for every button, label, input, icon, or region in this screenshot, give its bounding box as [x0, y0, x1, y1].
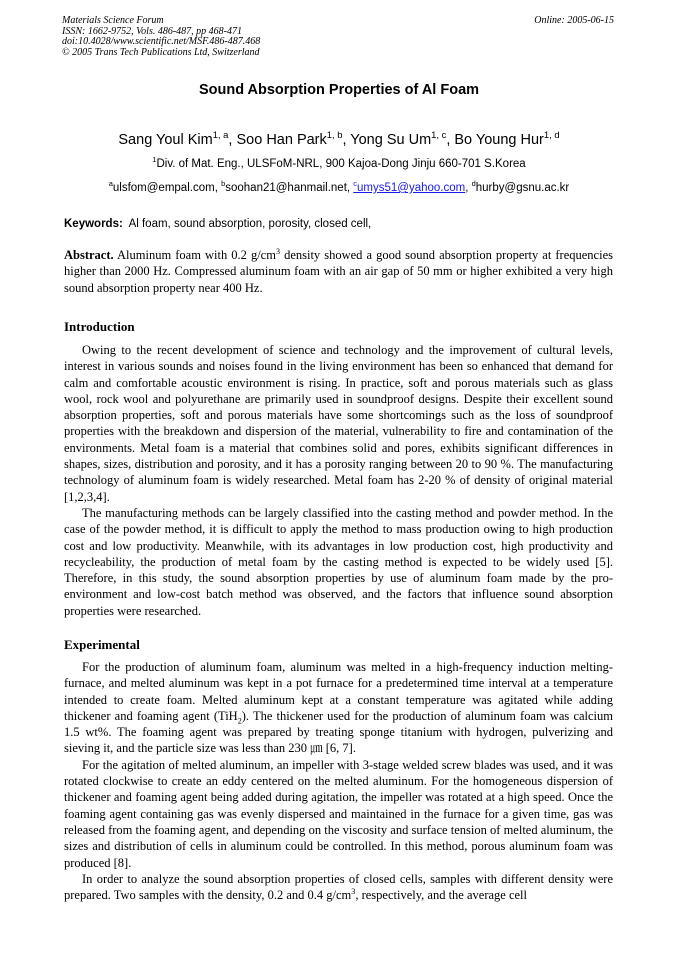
- email-d: hurby@gsnu.ac.kr: [475, 182, 570, 194]
- experimental-text: For the production of aluminum foam, aluminum was melted in a high-frequency induction melting-furnace, and melted aluminum was kept in a pot furnace for a predetermined time interval at a temperature intended to create foam. Melted aluminum kept at a constant temperature was agitated while adding thickener and foaming agent (TiH: [64, 660, 613, 723]
- email-sup: d: [471, 179, 476, 189]
- email-a: ulsfom@empal.com: [112, 182, 215, 194]
- abstract-label: Abstract.: [64, 248, 114, 262]
- author-name: Soo Han Park: [236, 132, 327, 148]
- email-sup: c: [353, 179, 358, 189]
- email-c-link[interactable]: [353, 179, 466, 194]
- online-date: Online: 2005-06-15: [534, 15, 614, 26]
- author-list: Sang Youl Kim$^{1, a}$, Soo Han Park$^{1, b}$, Yong Su Um$^{1, c}$, Bo Young Hur$^{1, d}$: [118, 129, 560, 148]
- experimental-paragraph-1: [64, 659, 613, 757]
- experimental-text-cont: ). The thickener used for the production of aluminum foam was calcium 1.5 wt%. The foaming agent was prepared by treating sponge titanium with hydrogen, pulverizing and sieving it, and the particle size was less than 230 ㎛ [6, 7].: [64, 708, 614, 756]
- experimental-sup: 3: [351, 887, 356, 896]
- doi-line: doi:10.4028/www.scientific.net/MSF.486-487.468: [62, 36, 261, 47]
- experimental-text: In order to analyze the sound absorption properties of closed cells, samples with different density were prepared. Two samples with the density, 0.2 and 0.4 g/cm: [64, 871, 613, 903]
- journal-name: Materials Science Forum: [62, 15, 164, 26]
- author-sup: 1, a: [212, 129, 229, 141]
- copyright-line: © 2005 Trans Tech Publications Ltd, Switzerland: [62, 46, 260, 58]
- experimental-heading: Experimental: [64, 637, 140, 652]
- experimental-paragraph-2: For the agitation of melted aluminum, an impeller with 3-stage welded screw blades was used, and it was rotated clockwise to create an eddy centered on the melted aluminum. For the homogeneous dispersion of thickener and foaming agent being added during agitation, the impeller was rotated at a high speed. Once the foaming agent containing gas was evenly dispersed and maintained in the furnace for a given time, gas was released from the foaming agent, and depending on the viscosity and surface tension of melted aluminum, the sizes and distribution of cells in aluminum could be controlled. In this method, porous aluminum foam was produced [8].: [64, 757, 613, 870]
- experimental-text-cont: , respectively, and the average cell: [355, 888, 527, 903]
- author-sup: 1, b: [326, 129, 343, 141]
- introduction-body: [64, 342, 613, 619]
- introduction-paragraph-1: Owing to the recent development of science and technology and the improvement of cultural levels, interest in various sounds and noises found in the living environment has been so enhanced that demand for calm and comfortable acoustic environment is rising. In practice, soft and porous materials such as glass wool, rock wool and polyurethane are primarily used in soundproof designs. Despite their excellent sound absorption properties, soft and porous materials have some shortcomings such as the loss of soundproof properties with the breakdown and dispersion of the material, vulnerability to fire and contamination of the environments. Metal foam is a material that combines solid and pores, exhibits significant differences in shapes, sizes, distribution and porosity, and it has a porosity ranging between 20 to 90 %. The manufacturing technology of aluminum foam is widely researched. Metal foam has 2-20 % of density of original material [1,2,3,4].: [64, 343, 613, 504]
- author-sup: 1, d: [543, 129, 560, 141]
- abstract-text-cont: density showed a good sound absorption property at frequencies higher than 2000 Hz. Compressed aluminum foam with an air gap of 50 mm or higher exhibited a very high sound absorption property near 400 Hz.: [64, 248, 613, 295]
- email-list: $^a$ulsfom@empal.com, $^b$soohan21@hanmail.net, $^c$umys51@yahoo.com, $^d$hurby@gsnu.ac.kr: [108, 179, 570, 194]
- keywords-label: Keywords:: [64, 218, 123, 230]
- introduction-heading: Introduction: [64, 319, 135, 334]
- author-name: Bo Young Hur: [454, 132, 544, 148]
- email-sup: b: [221, 179, 226, 189]
- abstract-text: Aluminum foam with 0.2 g/cm: [117, 248, 276, 262]
- author-sup: 1, c: [431, 129, 447, 141]
- journal-header: [62, 16, 260, 58]
- author-name: Sang Youl Kim: [118, 132, 213, 148]
- keywords-text: Al foam, sound absorption, porosity, closed cell,: [128, 218, 372, 230]
- author-name: Yong Su Um: [350, 132, 432, 148]
- abstract-sup: 3: [275, 246, 281, 256]
- affiliation: [0, 155, 678, 170]
- introduction-paragraph-2: The manufacturing methods can be largely classified into the casting method and powder method. In the case of the powder method, it is difficult to apply the method to mass production owing to high production cost and low productivity. Meanwhile, with its advantages in low production cost, high productivity and recycleability, the production of metal foam by the casting method is expected to be widely used [5]. Therefore, in this study, the sound absorption properties by use of aluminum foam made by the pro-environment and low-cost batch method was observed, and the factors that influence sound absorption properties were researched.: [64, 505, 613, 618]
- affiliation-sup: 1: [152, 155, 157, 165]
- keywords: [64, 218, 371, 230]
- experimental-body: [64, 659, 613, 903]
- email-c: umys51@yahoo.com: [357, 182, 466, 194]
- email-b: soohan21@hanmail.net: [225, 182, 347, 194]
- issn-line: ISSN: 1662-9752, Vols. 486-487, pp 468-471: [62, 25, 242, 37]
- email-sup: a: [108, 179, 113, 189]
- experimental-paragraph-3: [64, 871, 613, 904]
- experimental-sub: 2: [237, 716, 242, 726]
- paper-title: Sound Absorption Properties of Al Foam: [198, 82, 480, 98]
- abstract: [64, 247, 613, 296]
- affiliation-text: Div. of Mat. Eng., ULSFoM-NRL, 900 Kajoa-Dong Jinju 660-701 S.Korea: [156, 158, 526, 170]
